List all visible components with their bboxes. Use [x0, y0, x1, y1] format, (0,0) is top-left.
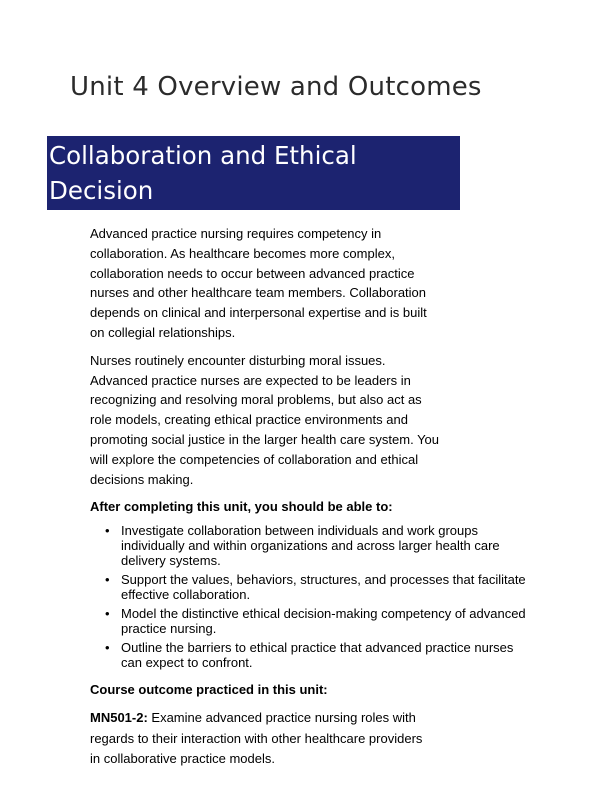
section-title-line-1: Collaboration and Ethical Decision [49, 141, 357, 205]
outcome-text: Model the distinctive ethical decision-making competency of advanced practice nursing. [121, 606, 526, 637]
course-outcome [90, 708, 430, 770]
bullet-icon: • [105, 606, 110, 622]
bullet-icon: • [105, 640, 110, 656]
course-outcome-code: MN501-2: [90, 710, 148, 726]
list-item [105, 606, 530, 637]
intro-paragraph-ethics: Nurses routinely encounter disturbing moral issues. Advanced practice nurses are expected to be leaders in recognizing and resolving moral problems, but also act as role models, creating ethical practice environments and promoting social justice in the larger health care system. You will explore the competencies of collaboration and ethical decisions making. [90, 352, 440, 487]
list-item [105, 523, 530, 569]
intro-paragraph-collaboration: Advanced practice nursing requires competency in collaboration. As healthcare becomes more complex, collaboration needs to occur between advanced practice nurses and other healthcare team members. Collaboration depends on clinical and interpersonal expertise and is built on collegial relationships. [90, 226, 427, 340]
outcome-text: Support the values, behaviors, structures, and processes that facilitate effective collaboration. [121, 572, 526, 603]
unit-content [90, 224, 530, 770]
outcomes-heading: After completing this unit, you should be able to: [90, 499, 393, 515]
outcomes-list [90, 523, 530, 670]
list-item [105, 640, 530, 671]
page-title: Unit 4 Overview and Outcomes [70, 72, 482, 102]
section-banner [47, 136, 460, 240]
course-outcome-heading: Course outcome practiced in this unit: [90, 682, 328, 698]
course-outcome-text: Examine advanced practice nursing roles with regards to their interaction with other healthcare providers in collaborative practice models. [90, 710, 423, 767]
outcome-text: Outline the barriers to ethical practice that advanced practice nurses can expect to confront. [121, 640, 514, 671]
bullet-icon: • [105, 572, 110, 588]
list-item [105, 572, 530, 603]
bullet-icon: • [105, 523, 110, 539]
section-title-line-2: Making [49, 211, 138, 240]
outcome-text: Investigate collaboration between individuals and work groups individually and within organizations and across larger health care delivery systems. [121, 523, 500, 569]
